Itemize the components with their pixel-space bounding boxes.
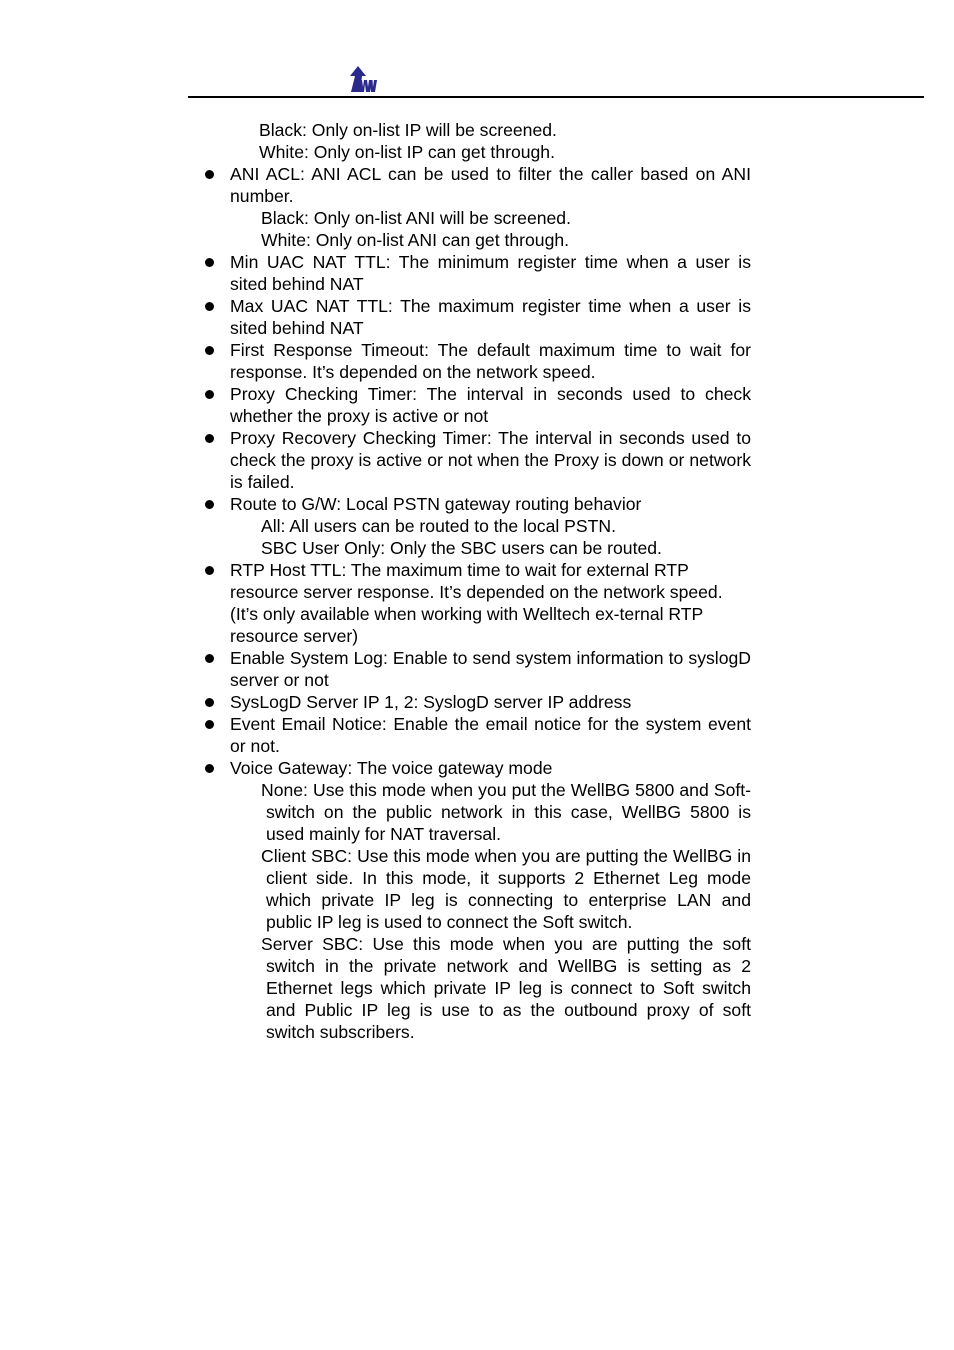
route-sbc-user-only: SBC User Only: Only the SBC users can be routed. [261, 538, 662, 558]
ip-acl-white: White: Only on-list IP can get through. [259, 142, 555, 162]
list-item-rtp-host-ttl: RTP Host TTL: The maximum time to wait for external RTP resource server response. It’s depended on the network speed. (It’s only available when working with Welltech ex-ternal RTP resource server) [230, 559, 751, 647]
document-body [230, 119, 751, 1043]
bullet-dot [205, 346, 214, 355]
bullet-dot [205, 170, 214, 179]
ip-acl-black: Black: Only on-list IP will be screened. [259, 120, 557, 140]
list-item-min-uac-nat-ttl: Min UAC NAT TTL: The minimum register time when a user is sited behind NAT [230, 251, 751, 295]
bullet-dot [205, 258, 214, 267]
bullet-dot [205, 698, 214, 707]
ani-acl-white: White: Only on-list ANI can get through. [261, 230, 570, 250]
list-item-proxy-checking-timer: Proxy Checking Timer: The interval in seconds used to check whether the proxy is active or not [230, 383, 751, 427]
welltech-logo-icon [348, 66, 380, 94]
bullet-dot [205, 764, 214, 773]
bullet-dot [205, 720, 214, 729]
bullet-dot [205, 654, 214, 663]
bullet-dot [205, 434, 214, 443]
list-item-route-to-gw: Route to G/W: Local PSTN gateway routing behavior [230, 493, 751, 515]
list-item-enable-system-log: Enable System Log: Enable to send system information to syslogD server or not [230, 647, 751, 691]
ani-acl-black: Black: Only on-list ANI will be screened. [261, 208, 571, 228]
list-item-ani-acl: ANI ACL: ANI ACL can be used to filter the caller based on ANI number. [230, 163, 751, 207]
list-item-proxy-recovery-checking-timer: Proxy Recovery Checking Timer: The interval in seconds used to check the proxy is active or not when the Proxy is down or network is failed. [230, 427, 751, 493]
list-item-first-response-timeout: First Response Timeout: The default maximum time to wait for response. It’s depended on the network speed. [230, 339, 751, 383]
list-item-event-email-notice: Event Email Notice: Enable the email notice for the system event or not. [230, 713, 751, 757]
list-item-syslogd-server-ip: SysLogD Server IP 1, 2: SyslogD server IP address [230, 691, 751, 713]
bullet-dot [205, 302, 214, 311]
bullet-dot [205, 566, 214, 575]
voice-gateway-client-sbc: Client SBC: Use this mode when you are putting the WellBG in client side. In this mode, it supports 2 Ethernet Leg mode which private IP leg is connecting to enterprise LAN and public IP leg is used to connect the Soft switch. [261, 846, 751, 932]
bullet-dot [205, 500, 214, 509]
route-all: All: All users can be routed to the local PSTN. [261, 516, 616, 536]
list-item-max-uac-nat-ttl: Max UAC NAT TTL: The maximum register time when a user is sited behind NAT [230, 295, 751, 339]
voice-gateway-none: None: Use this mode when you put the WellBG 5800 and Soft-switch on the public network in this case, WellBG 5800 is used mainly for NAT traversal. [261, 780, 751, 844]
voice-gateway-server-sbc: Server SBC: Use this mode when you are putting the soft switch in the private network and WellBG is setting as 2 Ethernet legs which private IP leg is connect to Soft switch and Public IP leg is use to as the outbound proxy of soft switch subscribers. [261, 934, 751, 1042]
bullet-dot [205, 390, 214, 399]
list-item-voice-gateway: Voice Gateway: The voice gateway mode [230, 757, 751, 779]
header-rule [188, 96, 924, 98]
